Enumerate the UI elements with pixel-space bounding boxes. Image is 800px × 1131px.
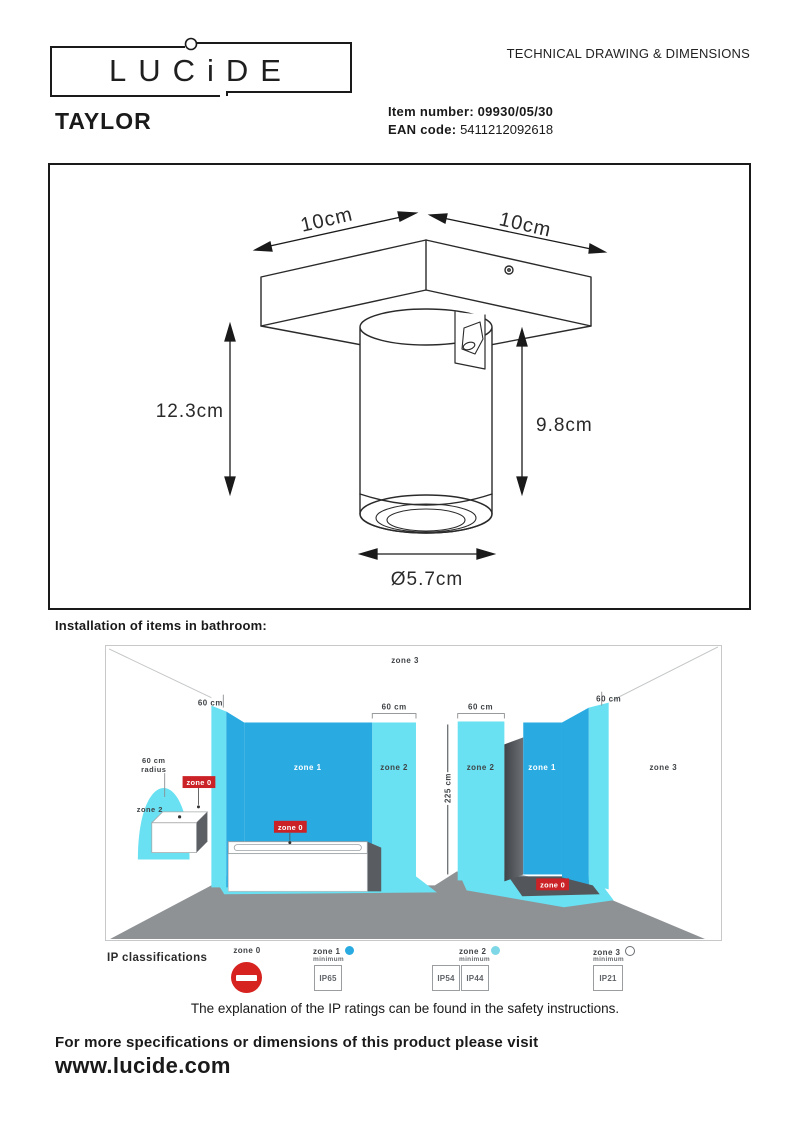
dim-label-body-height: 9.8cm [536,415,593,436]
label-zone2-shower: zone 2 [466,763,495,773]
ean-row [388,121,553,139]
perspective-line-left [109,649,211,698]
item-number-value: 09930/05/30 [477,104,554,119]
label-60cm-bathtub: 60 cm [381,702,407,712]
dim-label-total-height: 12.3cm [155,401,224,422]
label-60cm-corner: 60 cm [596,694,622,704]
bathroom-diagram [106,646,721,940]
ip-rating-ip21: IP21 [593,965,623,991]
bathroom-heading: Installation of items in bathroom: [55,618,267,633]
svg-text:zone 0: zone 0 [540,880,566,890]
technical-drawing-frame [48,163,751,610]
perspective-line-right [610,647,718,702]
shower-wall-zone1 [523,722,562,874]
label-zone3-wall: zone 3 [649,763,678,773]
technical-drawing [50,165,749,608]
logo-letters: LUCiDE [109,53,293,88]
ip-rating-ip44: IP44 [461,965,489,991]
label-60cm-leftwall: 60 cm [197,698,223,708]
ip-zone3-minimum: minimum [593,956,624,963]
ip-zone1-minimum: minimum [313,956,344,963]
bracket-notch [455,312,485,369]
shower-panel [504,737,523,881]
product-codes [388,103,553,139]
dim-label-top-right: 10cm [496,208,554,242]
svg-text:zone 0: zone 0 [277,822,303,832]
zone2-dot-icon [491,946,500,955]
svg-text:zone 0: zone 0 [186,778,212,788]
zone0-badge-shower [536,878,569,890]
ip-rating-ip54: IP54 [432,965,460,991]
left-wall-zone2-strip [211,706,226,888]
ip-zone1-label [313,946,354,956]
label-60cm-shower: 60 cm [468,702,494,712]
label-radius-2: radius [141,765,167,775]
no-entry-icon [231,962,262,993]
bathroom-diagram-frame [105,645,722,941]
label-225cm: 225 cm [443,773,453,803]
ip-zone2-minimum: minimum [459,956,490,963]
footer-url: www.lucide.com [55,1053,231,1078]
ip-caption: The explanation of the IP ratings can be found in the safety instructions. [190,1001,620,1016]
label-zone1-bathtub: zone 1 [293,763,322,773]
corner-wall-zone1 [562,708,589,885]
ip-zone2-label [459,946,500,956]
ip-zone2-text: zone 2 [459,947,487,956]
ip-zone0-label: zone 0 [233,946,261,955]
no-entry-bar [236,975,257,981]
footer-text: For more specifications or dimensions of this product please visit [55,1034,539,1051]
label-zone2-bathtub: zone 2 [380,763,408,773]
zone3-dot-icon [625,946,635,956]
ean-value: 5411212092618 [460,122,554,137]
dim-arrow-body-height [517,329,527,494]
dim-label-top-left: 10cm [298,203,356,237]
logo-hook-icon [186,39,197,50]
item-number-label: Item number: [388,104,474,119]
label-zone2-sink: zone 2 [136,804,163,814]
lucide-logo [50,36,352,100]
sink [152,812,208,853]
ip-zone3-text: zone 3 [593,948,621,957]
corner-wall-zone2 [589,703,609,890]
item-number-row [388,103,553,121]
zone0-badge-sink [183,776,216,808]
ip-zone1-text: zone 1 [313,947,341,956]
label-radius-1: 60 cm [141,756,166,766]
faucet-icon [178,815,181,818]
product-name: TAYLOR [55,108,152,134]
label-zone3-top: zone 3 [391,655,419,665]
shower-wall-zone2 [458,721,505,880]
document-title: TECHNICAL DRAWING & DIMENSIONS [506,46,750,61]
ip-classifications-title: IP classifications [107,952,208,964]
bracket-60cm-right [458,714,505,719]
bracket-60cm-left [372,714,416,719]
ip-rating-ip65: IP65 [314,965,342,991]
ean-label: EAN code: [388,122,457,137]
label-zone1-shower: zone 1 [528,763,556,773]
dim-label-diameter: Ø5.7cm [390,569,464,590]
bathtub [228,842,381,892]
dim-arrow-diameter [360,549,494,559]
dim-arrow-total-height [225,324,235,494]
zone1-dot-icon [345,946,354,955]
